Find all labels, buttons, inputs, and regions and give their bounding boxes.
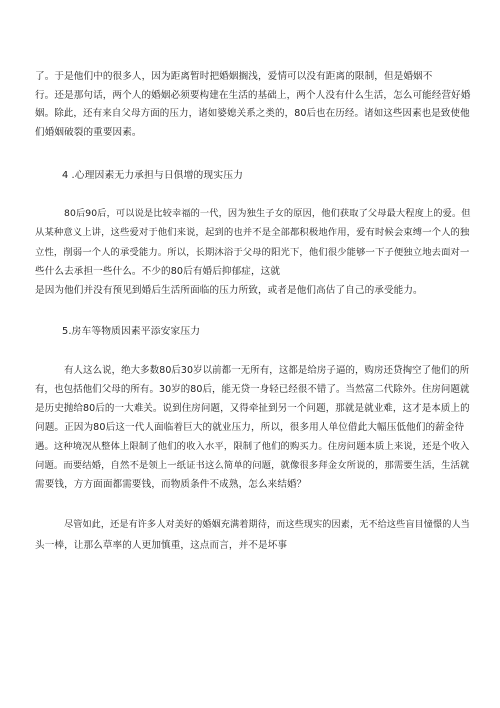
paragraph-line: 遇。这种境况从整体上限制了他们的收入水平，限制了他们的购买力。住房问题本质上来说，还是个收入: [35, 441, 470, 452]
paragraph-line: 有，也包括他们父母的所有。30岁的80后，能无贷一身轻已经很不错了。当然富二代除外。住房问题就: [35, 384, 470, 395]
section-heading: 5.房车等物质因素平添安家压力: [62, 326, 201, 337]
paragraph-line: 尽管如此，还是有许多人对美好的婚姻充满着期待，而这些现实的因素，无不给这些盲目憧憬的人当: [64, 520, 470, 530]
paragraph-line: 立性，削弱一个人的承受能力。所以，长期沐浴于父母的阳光下，他们很少能够一下子便独立地去面对一: [35, 247, 470, 258]
section-heading: 4 .心理因素无力承担与日俱增的现实压力: [62, 170, 244, 181]
paragraph-line: 是历史抛给80后的一大难关。说到住房问题，又得牵扯到另一个问题，那就是就业难，这才是本质上的: [35, 403, 470, 414]
paragraph-line: 姻。除此，还有来自父母方面的压力，诸如婆媳关系之类的，80后也在历经。诸如这些因素也是致使他: [35, 108, 470, 119]
paragraph-line: 们婚姻破裂的重要因素。: [35, 127, 142, 138]
paragraph-line: 80后90后，可以说是比较幸福的一代，因为独生子女的原因，他们获取了父母最大程度上的爱。但: [64, 208, 471, 219]
paragraph-line: 有人这么说，绝大多数80后30岁以前都一无所有，这都是给房子逼的，购房还贷掏空了他们的所: [64, 365, 470, 376]
paragraph-line: 是因为他们并没有预见到婚后生活所面临的压力所致，或者是他们高估了自己的承受能力。: [35, 285, 423, 296]
paragraph-line: 问题。而要结婚，自然不是领上一纸证书这么简单的问题，就像很多拜金女所说的，那需要生活，生活就: [35, 460, 470, 471]
paragraph-line: 头一棒，让那么草率的人更加慎重，这点而言，并不是坏事: [35, 540, 288, 551]
paragraph-line: 问题。正因为80后这一代人面临着巨大的就业压力，所以，很多用人单位借此大幅压低他们的薪金待: [35, 422, 465, 433]
paragraph-line: 需要钱，方方面面都需要钱，而物质条件不成熟，怎么来结婚？: [35, 479, 307, 490]
paragraph-line: 了。于是他们中的很多人，因为距离暂时把婚姻搁浅，爱情可以没有距离的限制，但是婚姻不: [35, 71, 433, 82]
paragraph-line: 行。还是那句话，两个人的婚姻必须要构建在生活的基础上，两个人没有什么生活，怎么可能经营好婚: [35, 90, 471, 101]
paragraph-line: 些什么去承担一些什么。不少的80后有婚后抑郁症，这就: [35, 266, 281, 277]
paragraph-line: 从某种意义上讲，这些爱对于他们来说，起到的也并不是全部都积极地作用，爱有时候会束缚一个人的独: [35, 227, 470, 238]
